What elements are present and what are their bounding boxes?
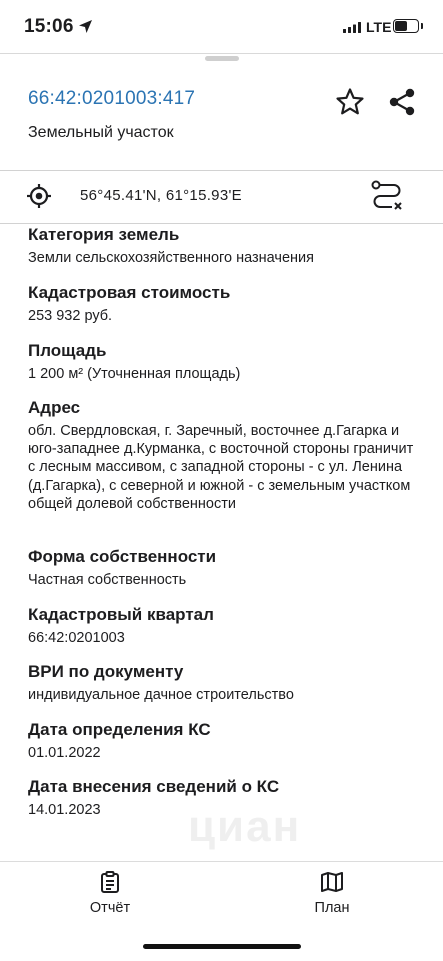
field-value: 1 200 м² (Уточненная площадь) — [28, 366, 241, 382]
field-valuation-date — [28, 719, 418, 762]
field-label: Дата внесения сведений о КС — [28, 777, 280, 796]
field-value: 01.01.2022 — [28, 745, 101, 761]
field-label: Кадастровая стоимость — [28, 283, 231, 302]
coordinates[interactable]: 56°45.41'N, 61°15.93'E — [80, 187, 242, 204]
field-value: Земли сельскохозяйственного назначения — [28, 250, 314, 266]
location-arrow-icon — [78, 19, 93, 34]
sheet-grabber[interactable] — [205, 56, 239, 61]
route-icon[interactable] — [370, 179, 404, 213]
map-icon — [320, 870, 344, 894]
tab-plan[interactable] — [282, 870, 382, 916]
field-value: обл. Свердловская, г. Заречный, восточнее д.Гагарка и юго-западнее д.Курманка, с восточной стороны граничит с лесным массивом, с западной стороны - с ул. Ленина (д.Гагарка), с северной и южной - с земельным участком общей долевой собственности — [28, 423, 414, 512]
status-time: 15:06 — [24, 16, 74, 37]
crosshair-icon[interactable] — [26, 183, 52, 209]
signal-icon — [343, 22, 361, 33]
field-value: 66:42:0201003 — [28, 630, 125, 646]
field-value: 253 932 руб. — [28, 308, 113, 324]
tab-label: Отчёт — [89, 900, 131, 916]
field-cadastral-quarter — [28, 604, 418, 647]
tab-label: План — [314, 900, 350, 916]
field-label: Форма собственности — [28, 547, 217, 566]
status-bar — [0, 0, 443, 54]
field-value: Частная собственность — [28, 572, 187, 588]
field-area — [28, 340, 418, 383]
share-icon[interactable] — [386, 86, 418, 118]
field-label: Площадь — [28, 341, 107, 360]
home-indicator[interactable] — [143, 944, 301, 949]
field-value: индивидуальное дачное строительство — [28, 687, 294, 703]
cian-watermark: циан — [188, 802, 302, 851]
report-icon — [98, 870, 122, 894]
field-land-category — [28, 224, 418, 267]
field-label: Адрес — [28, 398, 81, 417]
field-label: Дата определения КС — [28, 720, 211, 739]
network-type: LTE — [366, 19, 392, 35]
cadastral-number[interactable]: 66:42:0201003:417 — [28, 88, 196, 109]
field-cadastral-value — [28, 282, 418, 325]
field-label: Категория земель — [28, 225, 180, 244]
object-type: Земельный участок — [28, 124, 174, 141]
field-value: 14.01.2023 — [28, 802, 101, 818]
field-ownership — [28, 546, 418, 589]
field-permitted-use — [28, 661, 418, 704]
battery-icon — [393, 19, 419, 33]
field-label: ВРИ по документу — [28, 662, 184, 681]
tab-report[interactable] — [60, 870, 160, 916]
favorite-star-icon[interactable] — [334, 86, 366, 118]
field-address — [28, 397, 418, 513]
field-label: Кадастровый квартал — [28, 605, 214, 624]
